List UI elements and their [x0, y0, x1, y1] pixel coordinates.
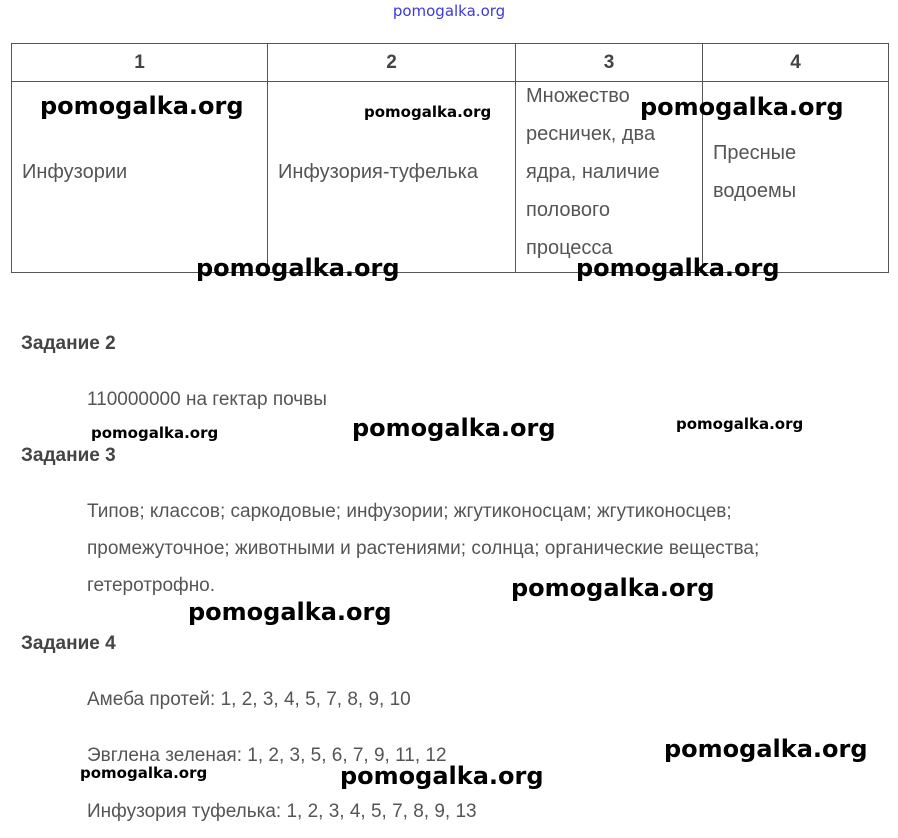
task4-item: Амеба протей: 1, 2, 3, 4, 5, 7, 8, 9, 10: [87, 689, 411, 710]
watermark: pomogalka.org: [664, 735, 868, 763]
habitat-line: водоемы: [713, 180, 797, 202]
column-header-1: 1: [12, 44, 268, 82]
watermark: pomogalka.org: [340, 762, 544, 790]
watermark: pomogalka.org: [576, 254, 780, 282]
task3-line: промежуточное; животными и растениями; солнца; органические вещества;: [87, 538, 760, 559]
features-line: Множество: [526, 85, 630, 107]
top-watermark: pomogalka.org: [392, 2, 506, 20]
cell-habitat-text: [713, 134, 882, 210]
watermark: pomogalka.org: [188, 598, 392, 626]
watermark: pomogalka.org: [640, 93, 844, 121]
watermark: pomogalka.org: [40, 92, 244, 120]
task4-item: Инфузория туфелька: 1, 2, 3, 4, 5, 7, 8, 9, 13: [87, 801, 477, 822]
column-header-2: 2: [268, 44, 516, 82]
task3-line: гетеротрофно.: [87, 575, 216, 596]
watermark: pomogalka.org: [676, 415, 804, 433]
cell-type-text: Инфузории: [22, 161, 128, 183]
habitat-line: Пресные: [713, 142, 797, 164]
task3-line: Типов; классов; саркодовые; инфузории; жгутиконосцам; жгутиконосцев;: [87, 501, 732, 522]
watermark: pomogalka.org: [80, 764, 208, 782]
column-header-3: 3: [516, 44, 703, 82]
features-line: процесса: [526, 237, 613, 259]
column-header-4: 4: [703, 44, 889, 82]
watermark: pomogalka.org: [196, 254, 400, 282]
watermark: pomogalka.org: [352, 414, 556, 442]
task3-heading: Задание 3: [21, 445, 116, 466]
features-line: ядра, наличие: [526, 161, 660, 183]
watermark: pomogalka.org: [364, 103, 492, 121]
cell-species-text: Инфузория-туфелька: [278, 161, 478, 183]
task3-answer: [87, 493, 887, 604]
task2-answer: 110000000 на гектар почвы: [87, 389, 327, 410]
table-header-row: [12, 44, 889, 82]
task2-heading: Задание 2: [21, 333, 116, 354]
features-line: ресничек, два: [526, 123, 656, 145]
task4-item: Эвглена зеленая: 1, 2, 3, 5, 6, 7, 9, 11, 12: [87, 745, 447, 766]
watermark: pomogalka.org: [91, 424, 219, 442]
watermark: pomogalka.org: [511, 574, 715, 602]
answer-table: [11, 43, 889, 273]
features-line: полового: [526, 199, 611, 221]
task4-heading: Задание 4: [21, 633, 116, 654]
